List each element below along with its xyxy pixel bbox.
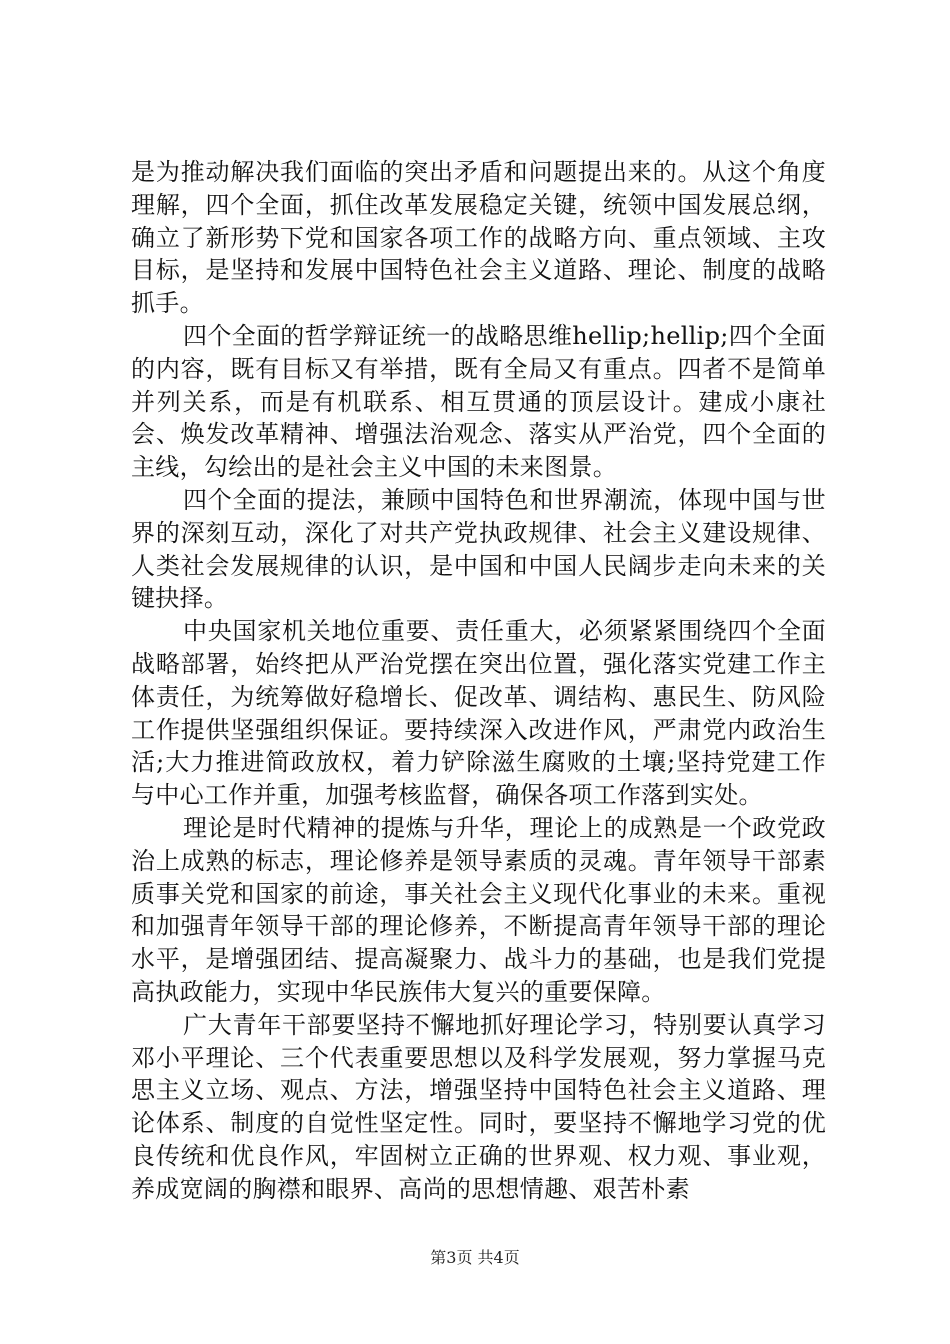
paragraph-4: 中央国家机关地位重要、责任重大，必须紧紧围绕四个全面战略部署，始终把从严治党摆在突出位置，强化落实党建工作主体责任，为统筹做好稳增长、促改革、调结构、惠民生、防风险工作提供坚强组织保证。要持续深入改进作风，严肃党内政治生活;大力推进简政放权，着力铲除滋生腐败的土壤;坚持党建工作与中心工作并重，加强考核监督，确保各项工作落到实处。 bbox=[131, 617, 826, 810]
page-number-footer: 第3页 共4页 bbox=[430, 1248, 520, 1267]
paragraph-5: 理论是时代精神的提炼与升华，理论上的成熟是一个政党政治上成熟的标志，理论修养是领导素质的灵魂。青年领导干部素质事关党和国家的前途，事关社会主义现代化事业的未来。重视和加强青年领导干部的理论修养，不断提高青年领导干部的理论水平，是增强团结、提高凝聚力、战斗力的基础，也是我们党提高执政能力，实现中华民族伟大复兴的重要保障。 bbox=[131, 813, 826, 1006]
document-body bbox=[131, 156, 826, 1206]
paragraph-2: 四个全面的哲学辩证统一的战略思维hellip;hellip;四个全面的内容，既有目标又有举措，既有全局又有重点。四者不是简单并列关系，而是有机联系、相互贯通的顶层设计。建成小康社会、焕发改革精神、增强法治观念、落实从严治党，四个全面的主线，勾绘出的是社会主义中国的未来图景。 bbox=[131, 321, 826, 482]
paragraph-6: 广大青年干部要坚持不懈地抓好理论学习，特别要认真学习邓小平理论、三个代表重要思想以及科学发展观，努力掌握马克思主义立场、观点、方法，增强坚持中国特色社会主义道路、理论体系、制度的自觉性坚定性。同时，要坚持不懈地学习党的优良传统和优良作风，牢固树立正确的世界观、权力观、事业观，养成宽阔的胸襟和眼界、高尚的思想情趣、艰苦朴素 bbox=[131, 1010, 826, 1203]
paragraph-3: 四个全面的提法，兼顾中国特色和世界潮流，体现中国与世界的深刻互动，深化了对共产党执政规律、社会主义建设规律、人类社会发展规律的认识，是中国和中国人民阔步走向未来的关键抉择。 bbox=[131, 485, 826, 613]
paragraph-1: 是为推动解决我们面临的突出矛盾和问题提出来的。从这个角度理解，四个全面，抓住改革发展稳定关键，统领中国发展总纲，确立了新形势下党和国家各项工作的战略方向、重点领域、主攻目标，是坚持和发展中国特色社会主义道路、理论、制度的战略抓手。 bbox=[131, 158, 826, 318]
